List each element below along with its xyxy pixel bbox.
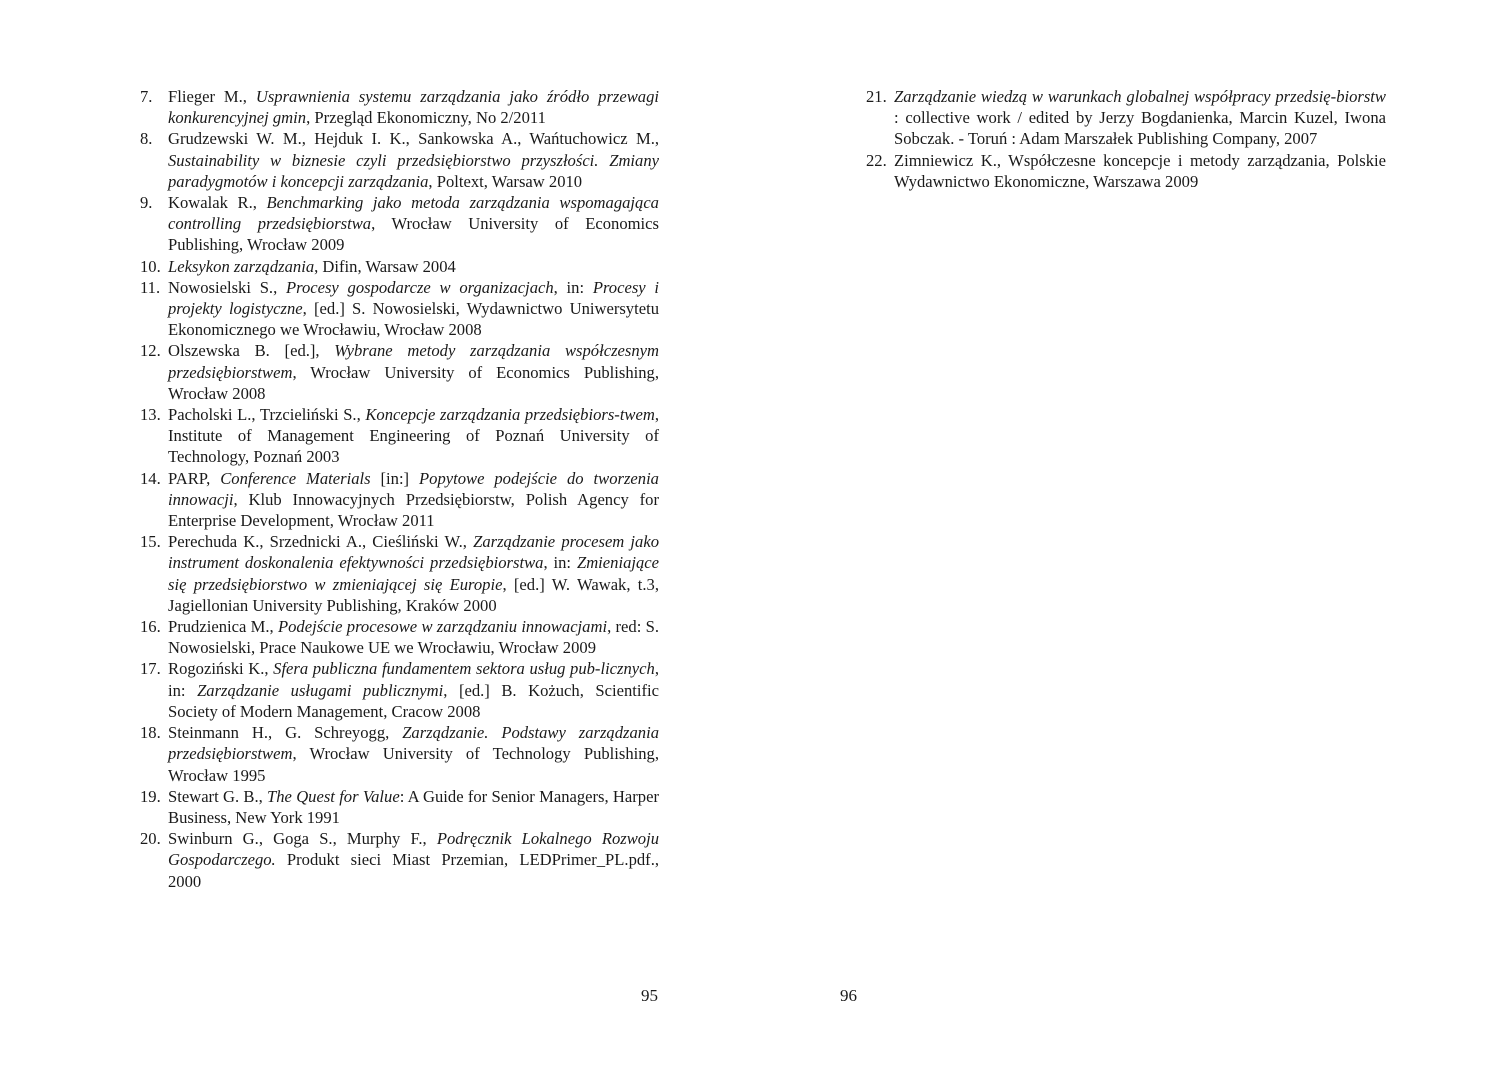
reference-text: : A Guide for Senior Managers, Harper Business, New York 1991 (168, 786, 659, 827)
reference-item (140, 658, 659, 722)
reference-item (140, 786, 659, 828)
reference-item (866, 150, 1386, 192)
reference-number: 19. (140, 786, 161, 806)
reference-text: PARP, (168, 468, 221, 488)
reference-text: , in: (543, 553, 577, 573)
reference-item (140, 722, 659, 786)
reference-title-text: Koncepcje zarządzania przedsiębiors-twem (365, 405, 655, 425)
reference-item (140, 340, 659, 404)
reference-title-text: Zarządzanie usługami publicznymi (197, 680, 444, 700)
reference-text: Grudzewski W. M., Hejduk I. K., Sankowska A., Wańtuchowicz M., (168, 129, 659, 149)
reference-text: : collective work / edited by Jerzy Bogdanienka, Marcin Kuzel, Iwona Sobczak. - Toruń : Adam Marszałek Publishing Company, 2007 (894, 108, 1386, 149)
reference-text: Produkt sieci Miast Przemian, LEDPrimer_PL.pdf., 2000 (168, 850, 659, 891)
reference-title-text: Zarządzanie. Podstawy zarządzania przedsiębiorstwem (168, 723, 659, 764)
reference-list (866, 86, 1386, 192)
reference-text: , Difin, Warsaw 2004 (314, 256, 456, 276)
reference-item (140, 468, 659, 532)
reference-title-text: The Quest for Value (267, 786, 400, 806)
reference-title-text: Wybrane metody zarządzania współczesnym przedsiębiorstwem (168, 341, 660, 382)
reference-text: Zimniewicz K., Współczesne koncepcje i metody zarządzania, Polskie Wydawnictwo Ekonomiczne, Warszawa 2009 (894, 150, 1386, 191)
left-page (140, 86, 659, 892)
reference-title-text: Sfera publiczna fundamentem sektora usług pub-licznych (273, 659, 655, 679)
reference-item (866, 86, 1386, 150)
reference-item (140, 256, 659, 277)
reference-text: Rogoziński K., (168, 659, 274, 679)
reference-number: 10. (140, 256, 161, 276)
reference-text: , [ed.] B. Kożuch, Scientific Society of Modern Management, Cracow 2008 (168, 680, 659, 721)
reference-number: 11. (140, 277, 161, 297)
reference-text: , Institute of Management Engineering of Poznań University of Technology, Poznań 2003 (168, 405, 659, 467)
reference-title-text: Conference Materials (220, 468, 371, 488)
reference-text: Nowosielski S., (168, 277, 286, 297)
reference-text: , Wrocław University of Technology Publishing, Wrocław 1995 (168, 744, 659, 785)
reference-number: 7. (140, 87, 153, 106)
reference-text: Steinmann H., G. Schreyogg, (168, 723, 403, 743)
reference-text: Swinburn G., Goga S., Murphy F., (168, 829, 437, 849)
reference-number: 13. (140, 405, 161, 425)
reference-text: , Wrocław University of Economics Publishing, Wrocław 2008 (168, 362, 659, 403)
reference-list (140, 86, 659, 892)
reference-title-text: Zmieniające się przedsiębiorstwo w zmieniającej się Europie (168, 553, 659, 594)
page-number-right: 96 (840, 986, 857, 1005)
reference-number: 16. (140, 617, 161, 637)
reference-number: 22. (866, 150, 887, 170)
right-page (866, 86, 1386, 192)
page-number-left: 95 (641, 986, 658, 1005)
reference-text: , in: (553, 277, 593, 297)
reference-text: , in: (168, 659, 659, 700)
reference-number: 15. (140, 532, 161, 552)
reference-text: Perechuda K., Srzednicki A., Cieśliński W., (168, 532, 474, 552)
reference-text: , [ed.] S. Nowosielski, Wydawnictwo Uniwersytetu Ekonomicznego we Wrocławiu, Wrocław 2008 (168, 299, 659, 340)
reference-item (140, 404, 659, 468)
reference-title-text: Benchmarking jako metoda zarządzania wspomagająca controlling przedsiębiorstwa (168, 193, 659, 234)
reference-item (140, 531, 659, 616)
reference-title-text: Usprawnienia systemu zarządzania jako źródło przewagi konkurencyjnej gmin (168, 87, 659, 128)
reference-text: , Poltext, Warsaw 2010 (428, 171, 583, 191)
reference-text: Stewart G. B., (168, 786, 268, 806)
reference-item (140, 128, 659, 192)
reference-title-text: Leksykon zarządzania (168, 256, 315, 276)
reference-number: 14. (140, 468, 161, 488)
reference-title-text: Zarządzanie procesem jako instrument doskonalenia efektywności przedsiębiorstwa (168, 532, 660, 573)
reference-item (140, 616, 659, 658)
reference-title-text: Zarządzanie wiedzą w warunkach globalnej współpracy przedsię-biorstw (894, 87, 1386, 106)
reference-title-text: Procesy i projekty logistyczne (168, 277, 659, 319)
reference-text: , red: S. Nowosielski, Prace Naukowe UE we Wrocławiu, Wrocław 2009 (168, 617, 659, 658)
reference-text: , [ed.] W. Wawak, t.3, Jagiellonian University Publishing, Kraków 2000 (168, 574, 659, 615)
reference-item (140, 86, 659, 128)
reference-text: Pacholski L., Trzcieliński S., (168, 405, 366, 425)
reference-number: 17. (140, 659, 161, 679)
reference-title-text: Popytowe podejście do tworzenia innowacji (168, 468, 659, 509)
reference-number: 21. (866, 87, 887, 106)
reference-text: Olszewska B. [ed.], (168, 341, 335, 361)
reference-text: Prudzienica M., (168, 617, 278, 637)
reference-number: 20. (140, 829, 161, 849)
reference-item (140, 277, 659, 341)
reference-text: , Wrocław University of Economics Publishing, Wrocław 2009 (168, 214, 659, 255)
reference-item (140, 192, 659, 256)
reference-text: [in:] (370, 468, 420, 488)
reference-text: , Klub Innowacyjnych Przedsiębiorstw, Polish Agency for Enterprise Development, Wrocław 2011 (168, 489, 659, 531)
reference-number: 18. (140, 723, 161, 743)
reference-text: , Przegląd Ekonomiczny, No 2/2011 (306, 108, 546, 128)
reference-title-text: Podręcznik Lokalnego Rozwoju Gospodarczego. (168, 829, 659, 870)
reference-item (140, 828, 659, 892)
reference-title-text: Podejście procesowe w zarządzaniu innowacjami (277, 617, 608, 637)
reference-title-text: Procesy gospodarcze w organizacjach (285, 277, 554, 297)
reference-title-text: Sustainability w biznesie czyli przedsiębiorstwo przyszłości. Zmiany paradygmotów i koncepcji zarządzania (168, 150, 659, 191)
reference-text: Kowalak R., (168, 193, 267, 213)
reference-number: 8. (140, 129, 153, 149)
reference-text: Flieger M., (168, 87, 256, 106)
reference-number: 9. (140, 193, 153, 213)
reference-number: 12. (140, 341, 161, 361)
